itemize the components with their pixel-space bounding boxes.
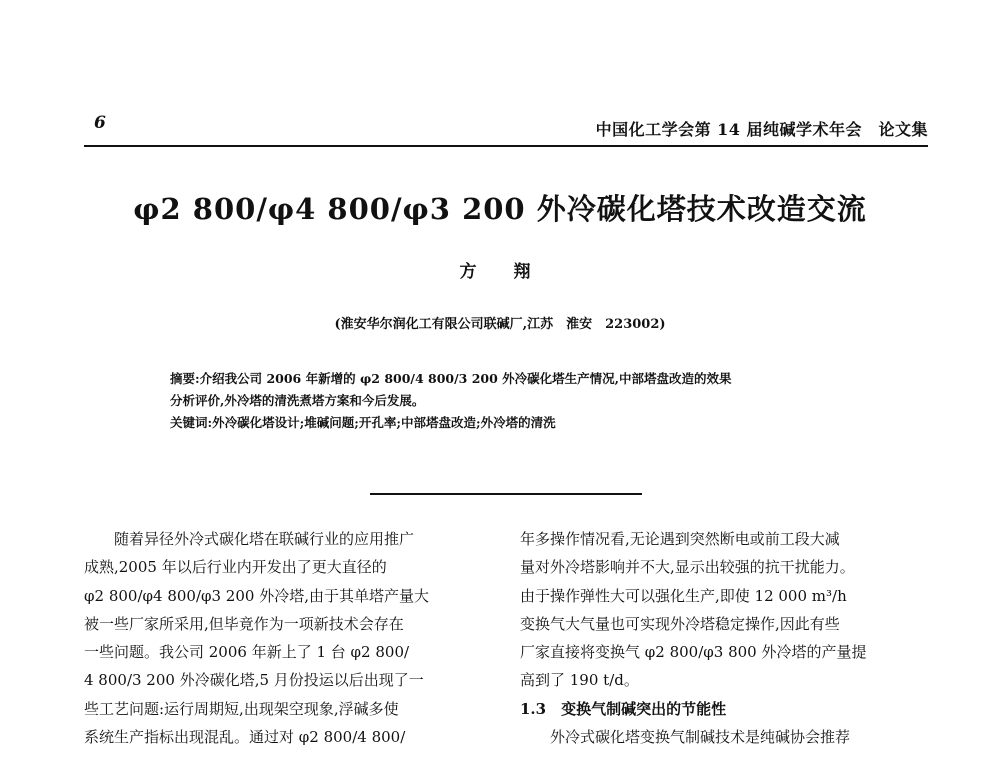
- body-line: 由于操作弹性大可以强化生产,即使 12 000 m³/h: [520, 586, 847, 605]
- author: 方 翔: [459, 262, 541, 282]
- body-line: 4 800/3 200 外冷碳化塔,5 月份投运以后出现了一: [84, 671, 424, 690]
- body-line: 成熟,2005 年以后行业内开发出了更大直径的: [84, 558, 387, 577]
- header-rule: [84, 145, 928, 147]
- body-line: 些工艺问题:运行周期短,出现架空现象,浮碱多使: [84, 699, 399, 718]
- keywords-line: 关键词:外冷碳化塔设计;堆碱问题;开孔率;中部塔盘改造;外冷塔的清洗: [170, 415, 556, 430]
- body-line: 高到了 190 t/d。: [520, 671, 639, 690]
- section-heading: 1.3 变换气制碱突出的节能性: [520, 699, 727, 718]
- body-line: 年多操作情况看,无论遇到突然断电或前工段大减: [520, 530, 840, 548]
- body-line: φ2 800/φ4 800/φ3 200 外冷塔,由于其单塔产量大: [84, 586, 429, 605]
- body-line: 被一些厂家所采用,但毕竟作为一项新技术会存在: [84, 614, 404, 633]
- body-column-right: [520, 525, 932, 751]
- body-line: 变换气大气量也可实现外冷塔稳定操作,因此有些: [520, 614, 840, 633]
- affiliation: (淮安华尔润化工有限公司联碱厂,江苏 淮安 223002): [334, 317, 666, 332]
- paper-title: φ2 800/φ4 800/φ3 200 外冷碳化塔技术改造交流: [133, 192, 867, 226]
- section-divider: [370, 493, 642, 495]
- body-line: 一些问题。我公司 2006 年新上了 1 台 φ2 800/: [84, 643, 410, 662]
- body-line: 厂家直接将变换气 φ2 800/φ3 800 外冷塔的产量提: [520, 643, 867, 662]
- body-line: 随着异径外冷式碳化塔在联碱行业的应用推广: [114, 530, 415, 548]
- abstract-line: 分析评价,外冷塔的清洗煮塔方案和今后发展。: [170, 393, 425, 408]
- body-column-left: [84, 525, 496, 751]
- abstract-line: 摘要:介绍我公司 2006 年新增的 φ2 800/4 800/3 200 外冷碳化塔生产情况,中部塔盘改造的效果: [170, 371, 732, 386]
- page-number: 6: [94, 113, 106, 133]
- body-line: 量对外冷塔影响并不大,显示出较强的抗干扰能力。: [520, 558, 855, 577]
- body-line: 系统生产指标出现混乱。通过对 φ2 800/4 800/: [84, 728, 406, 747]
- journal-header: 中国化工学会第 14 届纯碱学术年会 论文集: [595, 120, 928, 139]
- body-line: 外冷式碳化塔变换气制碱技术是纯碱协会推荐: [550, 728, 851, 747]
- abstract: [170, 368, 870, 434]
